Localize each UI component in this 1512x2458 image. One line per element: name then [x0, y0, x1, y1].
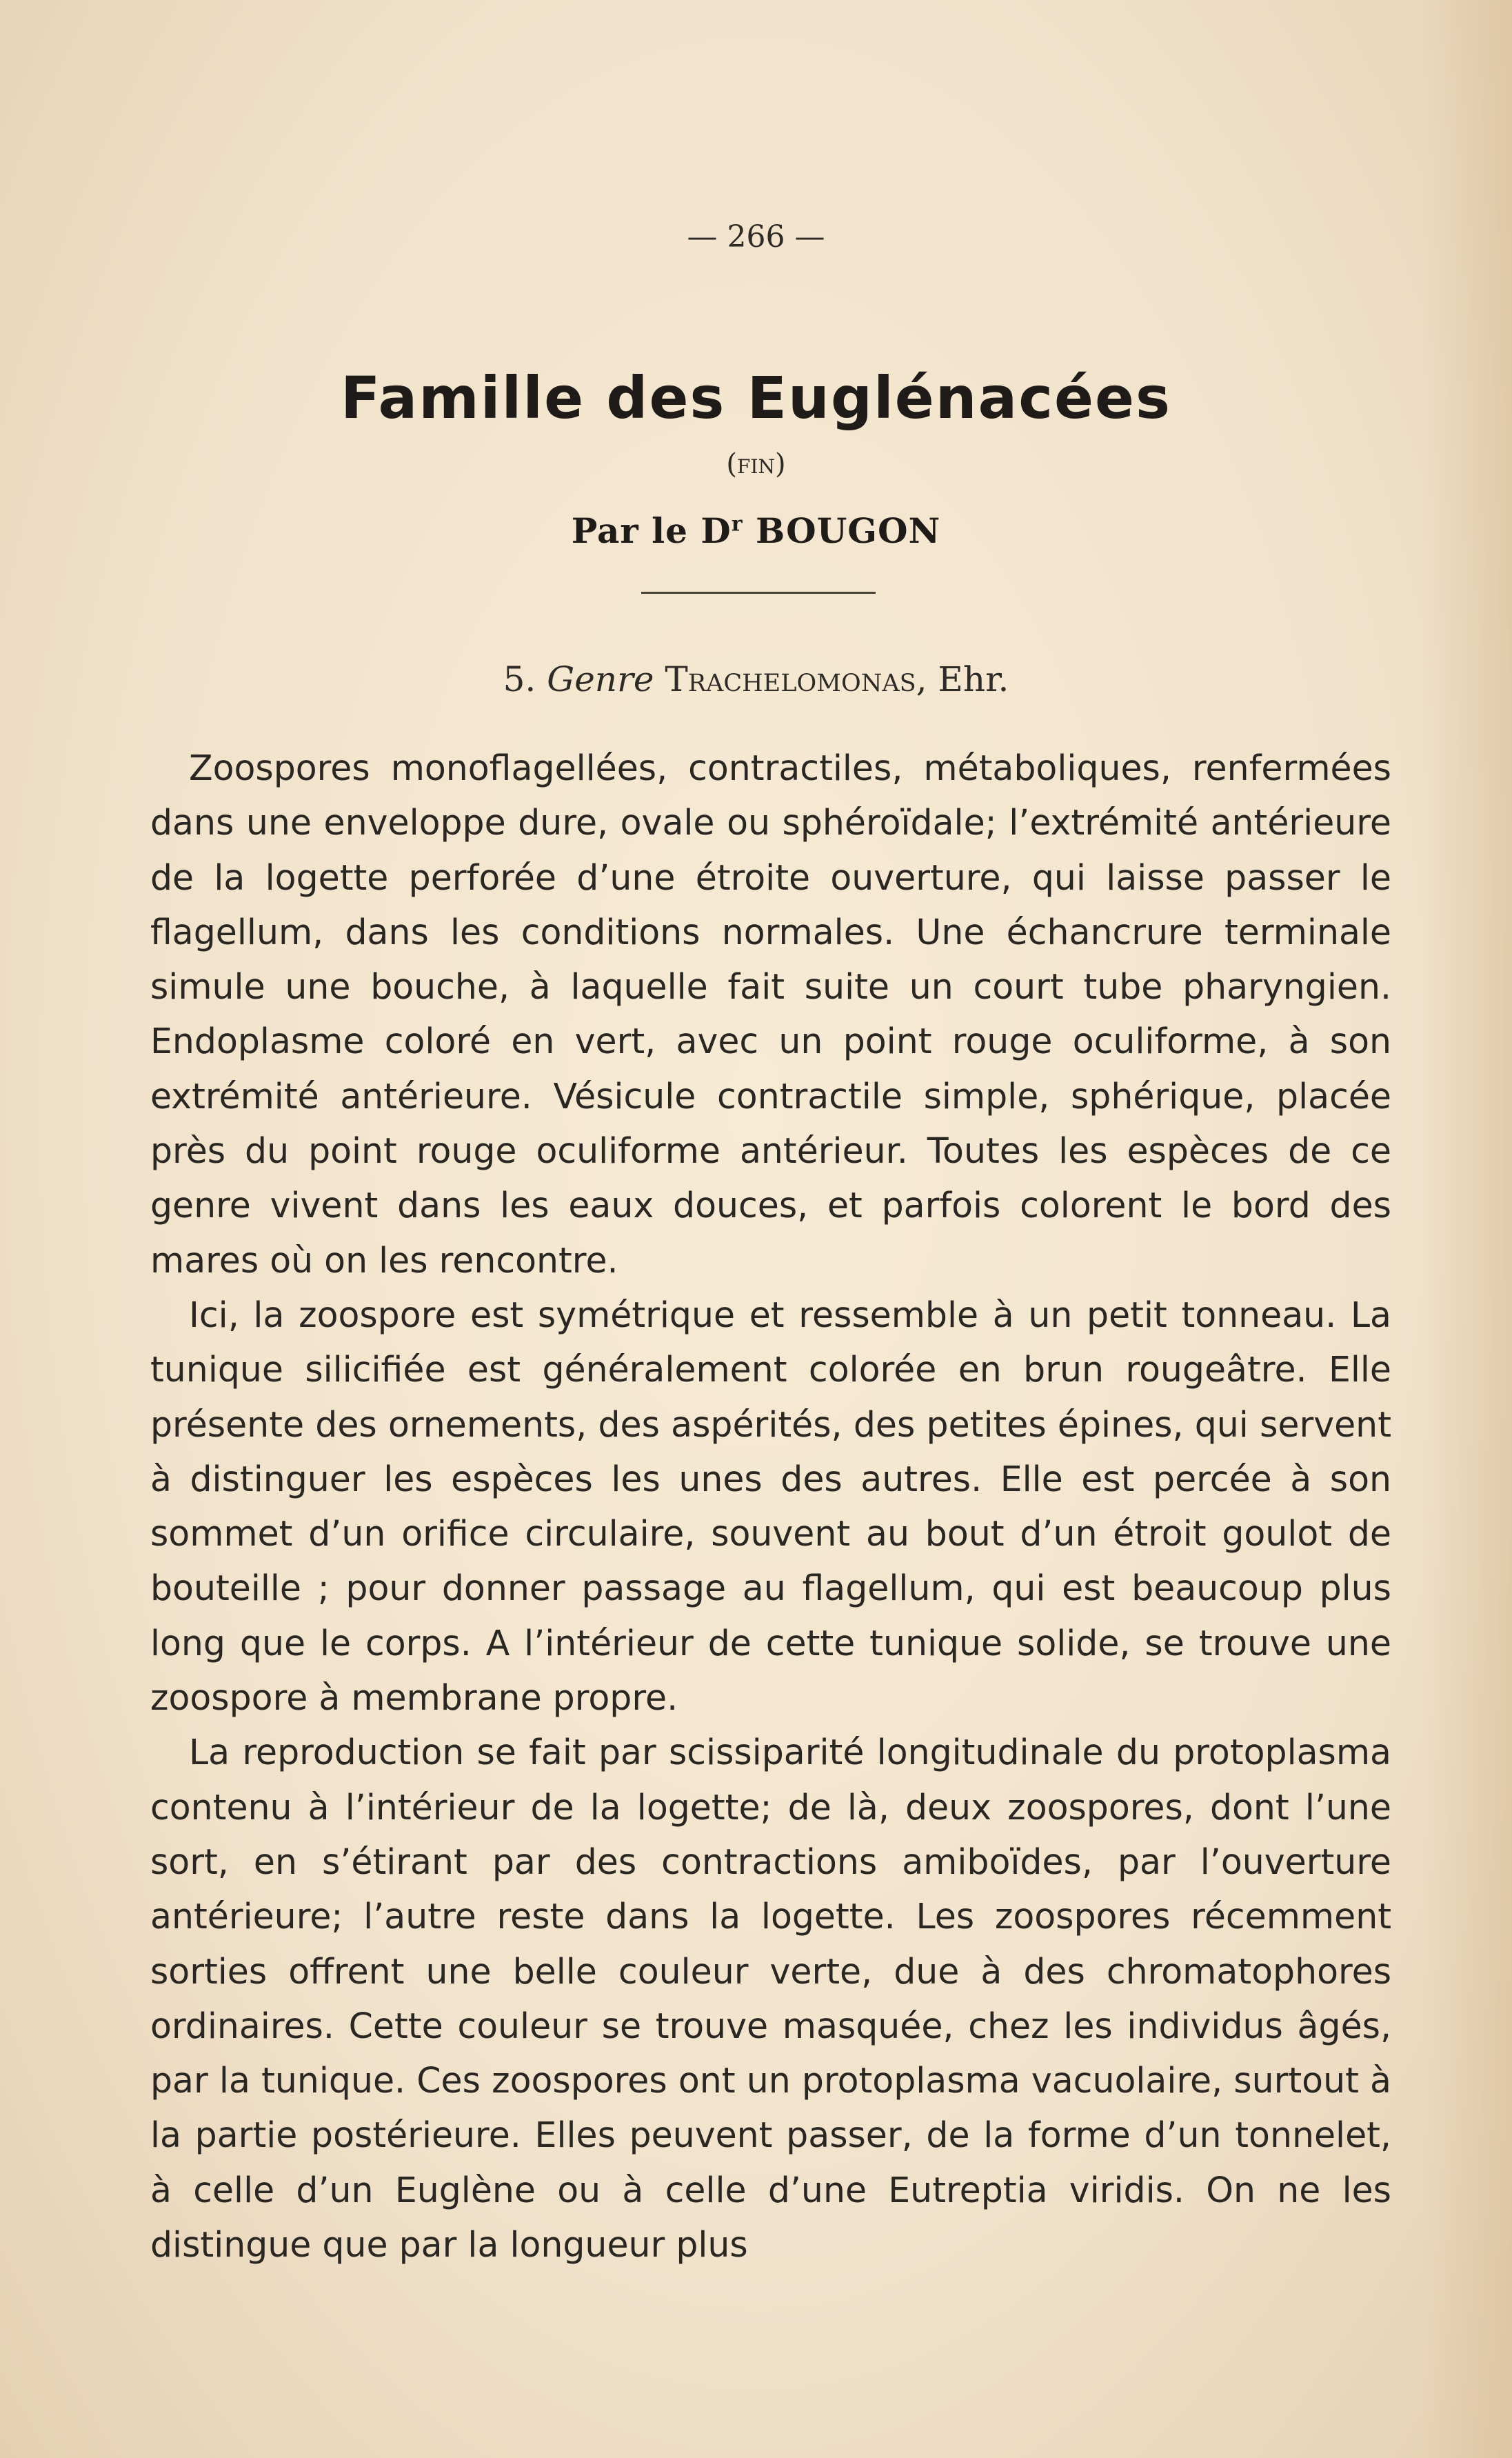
title-divider	[641, 592, 876, 594]
article-subtitle: (fin)	[726, 448, 786, 480]
genre-name: Trachelomonas	[665, 659, 916, 699]
body-text	[150, 741, 1391, 2272]
page-number: — 266 —	[687, 219, 825, 254]
paragraph: La reproduction se fait par scissiparité longitudinale du protoplasma contenu à l’intérieur de la logette; de là, deux zoospores, dont l’une sort, en s’étirant par des contractions amiboïdes, par l’ouverture antérieure; l’autre reste dans la logette. Les zoospores récemment sorties offrent une belle couleur verte, due à des chromatophores ordinaires. Cette couleur se trouve masquée, chez les individus âgés, par la tunique. Ces zoospores ont un protoplasma vacuolaire, surtout à la partie postérieure. Elles peuvent passer, de la forme d’un tonnelet, à celle d’un Euglène ou à celle d’une Eutreptia viridis. On ne les distingue que par la longueur plus	[150, 1732, 1391, 2266]
section-number: 5.	[503, 659, 536, 699]
paragraph: Zoospores monoflagellées, contractiles, métaboliques, renfermées dans une enveloppe dure, ovale ou sphéroïdale; l’extrémité antérieure de la logette perforée d’une étroite ouverture, qui laisse passer le flagellum, dans les conditions normales. Une échancrure terminale simule une bouche, à laquelle fait suite un court tube pharyngien. Endoplasme coloré en vert, avec un point rouge oculiforme, à son extrémité antérieure. Vésicule contractile simple, sphérique, placée près du point rouge oculiforme antérieur. Toutes les espèces de ce genre vivent dans les eaux douces, et parfois colorent le bord des mares où on les rencontre.	[150, 748, 1391, 1281]
genre-label: Genre	[547, 659, 654, 699]
genre-authority: , Ehr.	[916, 659, 1009, 699]
author-name: BOUGON	[755, 510, 941, 551]
paragraph: Ici, la zoospore est symétrique et ressemble à un petit tonneau. La tunique silicifiée est généralement colorée en brun rougeâtre. Elle présente des ornements, des aspérités, des petites épines, qui servent à distinguer les espèces les unes des autres. Elle est percée à son sommet d’un orifice circulaire, souvent au bout d’un étroit goulot de bouteille ; pour donner passage au flagellum, qui est beaucoup plus long que le corps. A l’intérieur de cette tunique solide, se trouve une zoospore à membrane propre.	[150, 1294, 1391, 1719]
article-title: Famille des Euglénacées	[341, 364, 1171, 432]
author-line	[0, 510, 1512, 551]
section-heading	[0, 659, 1512, 699]
author-superscript: r	[731, 512, 743, 537]
author-prefix: Par le D	[571, 510, 732, 551]
